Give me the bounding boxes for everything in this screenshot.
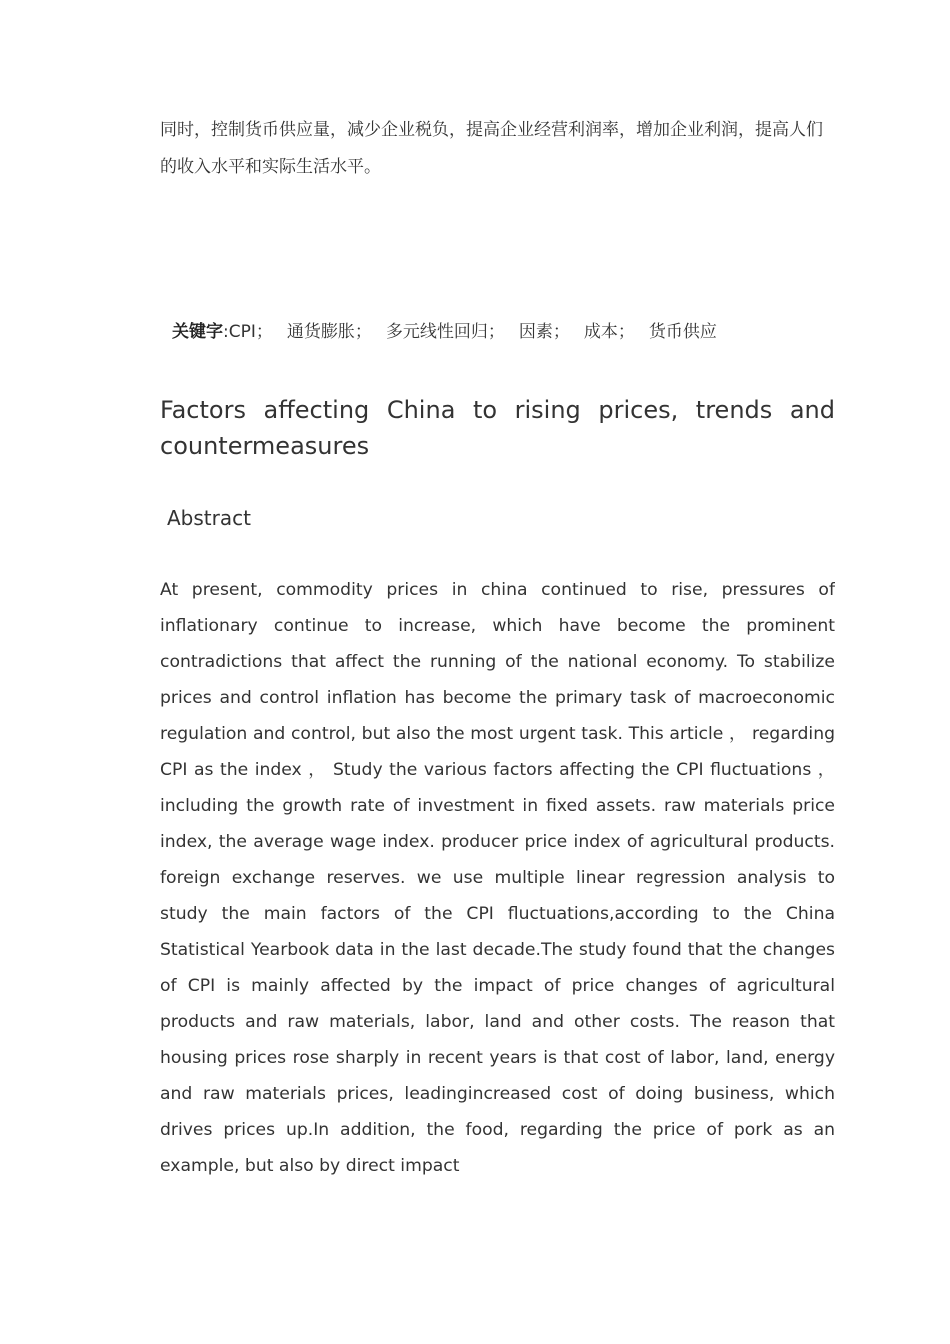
keyword-item: 成本； xyxy=(583,322,635,342)
keyword-item: 因素； xyxy=(518,322,570,342)
keywords-label: 关键字 xyxy=(172,322,223,342)
keywords-line xyxy=(172,316,717,348)
chinese-abstract-paragraph: 同时，控制货币供应量，减少企业税负，提高企业经营利润率，增加企业利润，提高人们的收入水平和实际生活水平。 xyxy=(160,120,823,177)
english-title: Factors affecting China to rising prices, trends and countermeasures xyxy=(160,396,835,460)
keywords-colon: : xyxy=(223,322,229,342)
keyword-item: 通货膨胀； xyxy=(286,322,372,342)
abstract-body: At present, commodity prices in china continued to rise, pressures of inflationary continue to increase, which have become the prominent contradictions that affect the running of the national economy. To stabilize prices and control inflation has become the primary task of macroeconomic regulation and control, but also the most urgent task. This article ， regarding CPI as the index ， Study the various factors affecting the CPI fluctuations ， including the growth rate of investment in fixed assets. raw materials price index, the average wage index. producer price index of agricultural products. foreign exchange reserves. we use multiple linear regression analysis to study the main factors of the CPI fluctuations,according to the China Statistical Yearbook data in the last decade.The study found that the changes of CPI is mainly affected by the impact of price changes of agricultural products and raw materials, labor, land and other costs. The reason that housing prices rose sharply in recent years is that cost of labor, land, energy and raw materials prices, leadingincreased cost of doing business, which drives prices up.In addition, the food, regarding the price of pork as an example, but also by direct impact xyxy=(160,580,835,1176)
keyword-item: 货币供应 xyxy=(648,322,717,342)
keyword-item: 多元线性回归； xyxy=(385,322,505,342)
abstract-heading: Abstract xyxy=(167,506,251,530)
keyword-item: CPI； xyxy=(228,322,273,342)
